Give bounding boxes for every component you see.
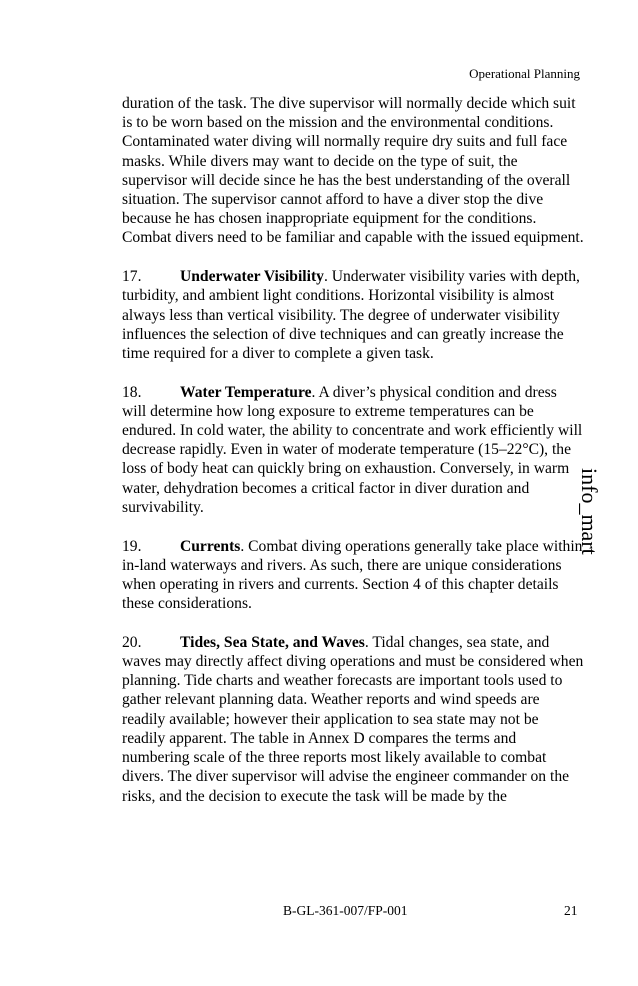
- paragraph-text: . Tidal changes, sea state, and waves may directly affect diving operations and must be considered when planning. Tide charts and weather forecasts are important tools used to gather relevant planning data. Weather reports and wind speeds are readily available; however their application to sea state may not be readily apparent. The table in Annex D compares the terms and numbering scale of the three reports most likely available to combat divers. The diver supervisor will advise the engineer commander on the risks, and the decision to execute the task will be made by the: [122, 633, 584, 805]
- paragraph-17: [122, 267, 584, 363]
- paragraph-text: . Underwater visibility varies with depth, turbidity, and ambient light conditions. Horizontal visibility is almost always less than vertical visibility. The degree of underwater visibility influences the selection of dive techniques and can greatly increase the time required for a diver to complete a given task.: [122, 268, 580, 362]
- paragraph-heading: Underwater Visibility: [180, 268, 324, 286]
- paragraph-19: [122, 537, 584, 614]
- paragraph-heading: Currents: [180, 537, 241, 555]
- paragraph-number: 18.: [122, 383, 142, 401]
- paragraph-heading: Tides, Sea State, and Waves: [180, 633, 365, 651]
- body-text: [122, 94, 584, 825]
- paragraph-number: 19.: [122, 537, 142, 555]
- paragraph-number: 20.: [122, 633, 142, 651]
- paragraph-heading: Water Temperature: [180, 383, 312, 401]
- paragraph-text: . A diver’s physical condition and dress will determine how long exposure to extreme temperatures can be endured. In cold water, the ability to concentrate and work efficiently will decrease rapidly. Even in water of moderate temperature (15–22°C), the loss of body heat can quickly bring on exhaustion. Conversely, in warm water, dehydration becomes a critical factor in diver duration and survivability.: [122, 383, 583, 516]
- paragraph-continuation: duration of the task. The dive supervisor will normally decide which suit is to be worn based on the mission and the environmental conditions. Contaminated water diving will normally require dry suits and full face masks. While divers may want to decide on the type of suit, the supervisor will decide since he has the best understanding of the overall situation. The supervisor cannot afford to have a diver stop the dive because he has chosen inappropriate equipment for the conditions. Combat divers need to be familiar and capable with the issued equipment.: [122, 95, 584, 247]
- document-code: B-GL-361-007/FP-001: [283, 903, 408, 918]
- page-number: 21: [564, 903, 578, 918]
- paragraph-text: . Combat diving operations generally take place within in-land waterways and rivers. As such, there are unique considerations when operating in rivers and currents. Section 4 of this chapter details these considerations.: [122, 537, 583, 613]
- side-watermark-label: info_mart: [577, 468, 602, 555]
- running-header: Operational Planning: [469, 66, 580, 81]
- paragraph-20: [122, 633, 584, 806]
- paragraph-18: [122, 383, 584, 517]
- paragraph-number: 17.: [122, 268, 142, 286]
